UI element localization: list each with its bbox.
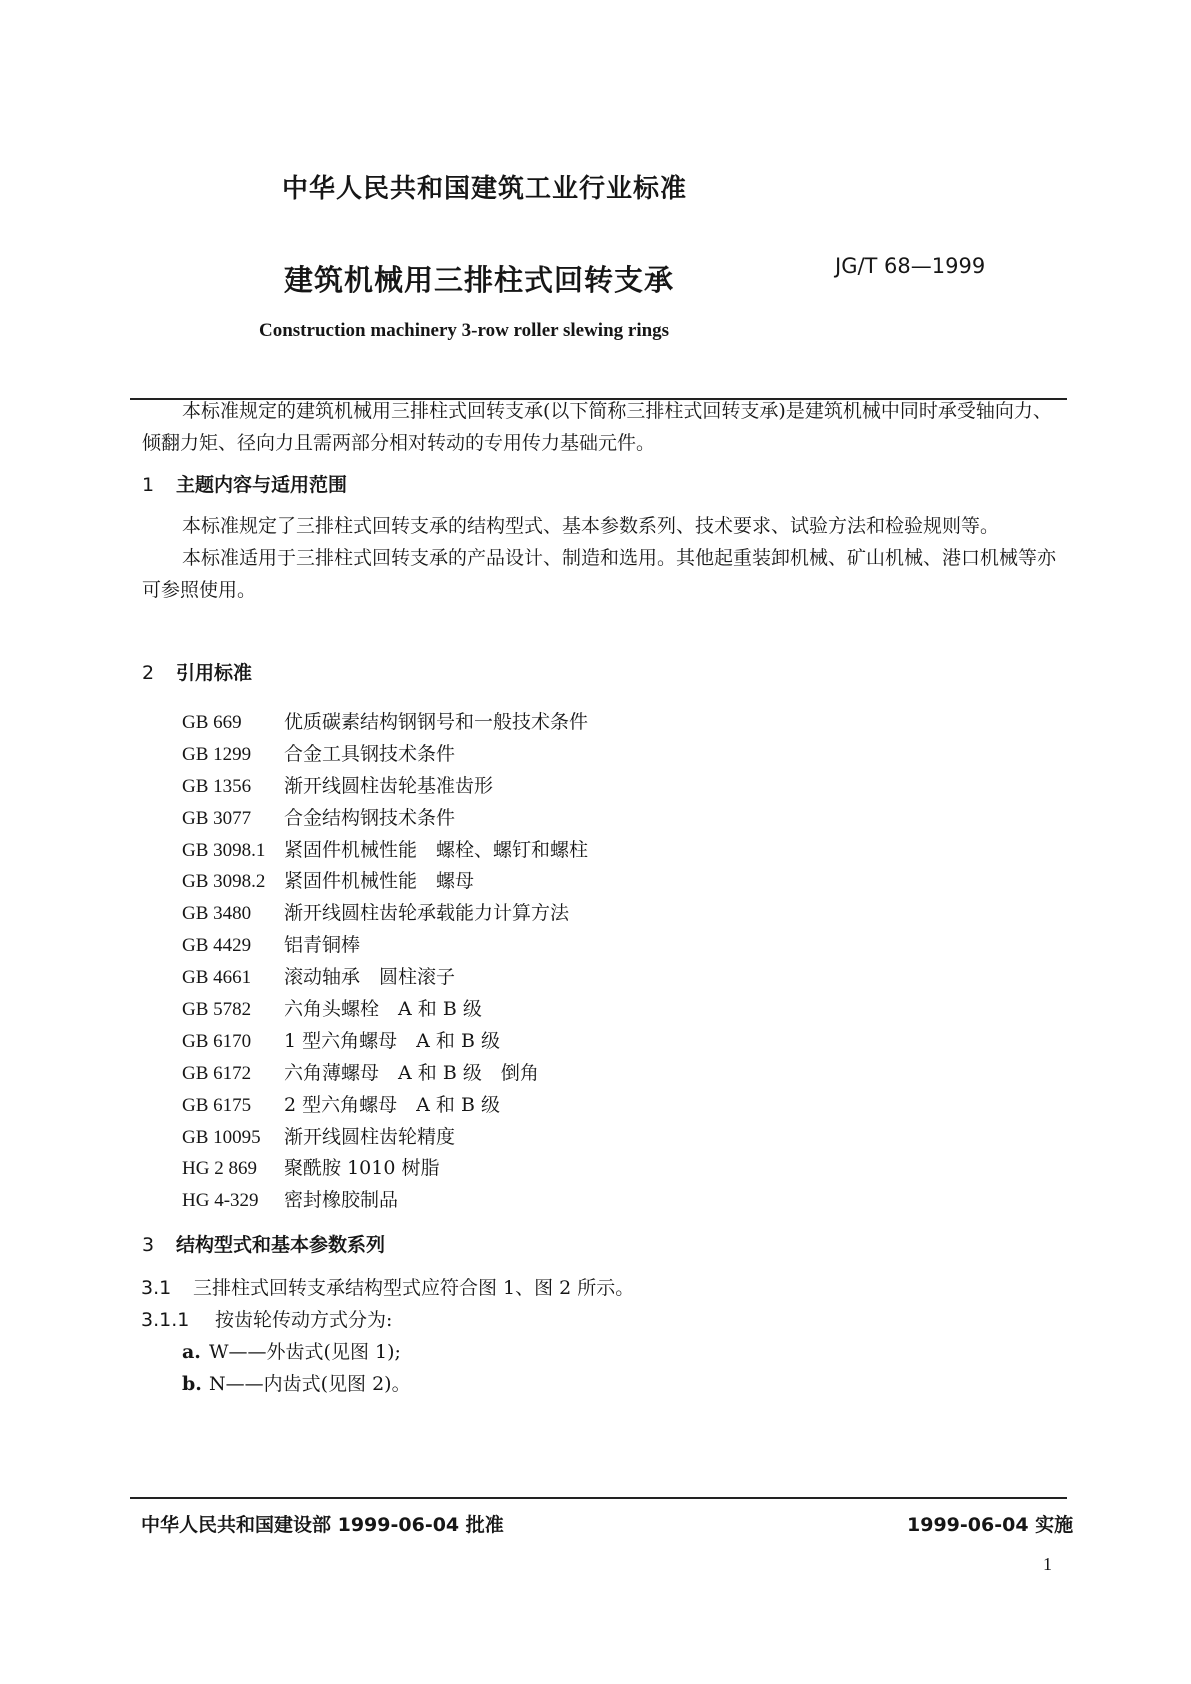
reference-item: GB 1356 渐开线圆柱齿轮基准齿形	[182, 774, 494, 797]
page-number: 1	[1043, 1554, 1052, 1574]
intro-paragraph: 本标准规定的建筑机械用三排柱式回转支承(以下简称三排柱式回转支承)是建筑机械中同时承受轴向力、倾翻力矩、径向力且需两部分相对转动的专用传力基础元件。	[142, 400, 1052, 454]
reference-item: GB 3098.1 紧固件机械性能 螺栓、螺钉和螺柱	[182, 838, 589, 861]
clause-item-a: a. W——外齿式(见图 1);	[182, 1341, 401, 1363]
section-1-heading: 1 主题内容与适用范围	[142, 474, 348, 496]
reference-item: GB 4429 铝青铜棒	[182, 934, 361, 957]
clause-3-1-1: 3.1.1 按齿轮传动方式分为:	[141, 1309, 393, 1331]
section-1-paragraph-2: 本标准适用于三排柱式回转支承的产品设计、制造和选用。其他起重装卸机械、矿山机械、港口机械等亦可参照使用。	[142, 547, 1057, 601]
reference-item: HG 4-329 密封橡胶制品	[182, 1189, 399, 1212]
section-2-heading: 2 引用标准	[142, 662, 253, 684]
standard-title-en: Construction machinery 3-row roller slewing rings	[259, 320, 670, 341]
reference-item: GB 1299 合金工具钢技术条件	[182, 742, 456, 765]
reference-item: GB 10095 渐开线圆柱齿轮精度	[182, 1125, 456, 1148]
reference-item: GB 3480 渐开线圆柱齿轮承载能力计算方法	[182, 902, 570, 925]
standard-number: JG/T 68—1999	[835, 254, 986, 278]
implementation-date: 1999-06-04 实施	[907, 1514, 1074, 1536]
clause-3-1: 3.1 三排柱式回转支承结构型式应符合图 1、图 2 所示。	[141, 1277, 635, 1299]
section-3-heading: 3 结构型式和基本参数系列	[142, 1234, 386, 1256]
footer-divider	[130, 1497, 1067, 1499]
clause-item-b: b. N——内齿式(见图 2)。	[182, 1373, 411, 1395]
reference-item: GB 5782 六角头螺栓 A 和 B 级	[182, 998, 482, 1021]
reference-list	[182, 707, 588, 1217]
reference-item: GB 3098.2 紧固件机械性能 螺母	[182, 870, 475, 893]
approval-line: 中华人民共和国建设部 1999-06-04 批准	[141, 1514, 504, 1536]
standard-title-cn: 建筑机械用三排柱式回转支承	[284, 263, 675, 297]
reference-item: GB 3077 合金结构钢技术条件	[182, 806, 456, 829]
reference-item: HG 2 869 聚酰胺 1010 树脂	[182, 1157, 440, 1180]
reference-item: GB 6175 2 型六角螺母 A 和 B 级	[182, 1093, 500, 1116]
industry-standard-title: 中华人民共和国建筑工业行业标准	[282, 174, 688, 204]
reference-item: GB 669 优质碳素结构钢钢号和一般技术条件	[182, 711, 589, 733]
section-1-paragraph-1: 本标准规定了三排柱式回转支承的结构型式、基本参数系列、技术要求、试验方法和检验规则等。	[182, 515, 1000, 537]
reference-item: GB 4661 滚动轴承 圆柱滚子	[182, 966, 456, 989]
reference-item: GB 6170 1 型六角螺母 A 和 B 级	[182, 1029, 500, 1052]
reference-item: GB 6172 六角薄螺母 A 和 B 级 倒角	[182, 1061, 539, 1084]
